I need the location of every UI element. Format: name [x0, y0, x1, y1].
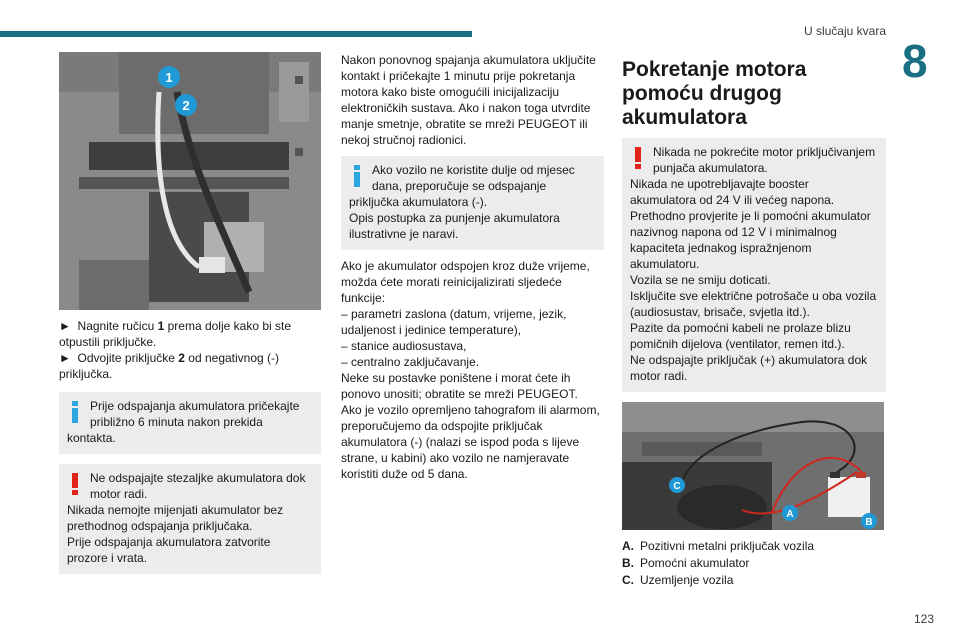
section-title: U slučaju kvara	[803, 24, 886, 38]
info-icon	[69, 401, 81, 423]
reinit-item-display: – parametri zaslona (datum, vrijeme, jezik, udaljenost i jedinice temperature),	[341, 307, 567, 337]
reinit-item-audio: – stanice audiosustava,	[341, 339, 467, 353]
tachograph-paragraph: Ako je vozilo opremljeno tahografom ili alarmom, preporučujemo da odspojite priključak akumulatora (-) (nalazi se ispod poda s lijeve strane, u kabini) ako vozilo ne namjeravate koristiti duže od 5 dana.	[341, 403, 600, 481]
info-box-long-storage: Ako vozilo ne koristite dulje od mjesec dana, preporučuje se odspajanje priključka akumulatora (-). Opis postupka za punjenje akumulatora ilustrativne je naravi.	[341, 156, 604, 250]
section-heading: Pokretanje motora pomoću drugog akumulatora	[622, 58, 807, 129]
reinit-paragraph: Ako je akumulator odspojen kroz duže vrijeme, možda ćete morati reinicijalizirati sljedeće funkcije:	[341, 259, 590, 305]
jump-start-photo	[622, 402, 884, 530]
column-right	[622, 58, 886, 589]
reconnect-paragraph: Nakon ponovnog spajanja akumulatora uključite kontakt i pričekajte 1 minutu prije pokretanja motora kako biste omogućili inicijalizaciju elektroničkih sustava. Ako i nakon toga utvrdite manje smetnje, obratite se mreži PEUGEOT ili nekoj stručnoj radionici.	[341, 53, 596, 147]
column-middle	[341, 52, 604, 482]
callout-c-label: C	[673, 481, 681, 492]
triangle-bullet-icon: ►	[59, 351, 78, 365]
step-2: ► Odvojite priključke 2 od negativnog (-) priključka.	[59, 351, 280, 381]
info-icon	[351, 165, 363, 187]
legend-c: C. Uzemljenje vozila	[622, 573, 734, 587]
callout-b-label: B	[865, 517, 873, 528]
chapter-number: 8	[902, 35, 928, 87]
warning-box-terminals: Ne odspajajte stezaljke akumulatora dok motor radi. Nikada nemojte mijenjati akumulator bez prethodnog odspajanja priključaka. Prije odspajanja akumulatora zatvorite prozore i vrata.	[59, 464, 321, 574]
legend-a: A. Pozitivni metalni priključak vozila	[622, 539, 815, 553]
warning-icon	[632, 147, 644, 169]
info-box-disconnect-wait: Prije odspajanja akumulatora pričekajte približno 6 minuta nakon prekida kontakta.	[59, 392, 321, 454]
page-number: 123	[913, 612, 934, 626]
callout-a-label: A	[786, 509, 794, 520]
column-left	[59, 52, 321, 574]
step-1: ► Nagnite ručicu 1 prema dolje kako bi ste otpustili priključke.	[59, 319, 292, 349]
callout-2-label: 2	[182, 98, 190, 113]
triangle-bullet-icon: ►	[59, 319, 78, 333]
warning-box-jump-start: Nikada ne pokrećite motor priključivanjem punjača akumulatora. Nikada ne upotrebljavajte booster akumulatora od 24 V ili većeg napona. Prethodno provjerite je li pomoćni akumulator nazivnog napona od 12 V i minimalnog kapaciteta jednakog ispražnjenom akumulatoru. Vozila se ne smiju doticati. Isključite sve električne potrošače u oba vozila (audiosustav, brisače, svjetla itd.). Pazite da pomoćni kabeli ne prolaze blizu pomičnih dijelova (ventilator, remen itd.). Ne odspajajte priključak (+) akumulatora dok motor radi.	[622, 138, 886, 392]
reinit-item-locking: – centralno zaključavanje.	[341, 355, 480, 369]
callout-1-label: 1	[165, 70, 173, 85]
reset-paragraph: Neke su postavke poništene i morat ćete ih ponovo unositi; obratite se mreži PEUGEOT.	[341, 371, 578, 401]
warning-icon	[69, 473, 81, 495]
legend-b: B. Pomoćni akumulator	[622, 556, 750, 570]
battery-terminal-photo	[59, 52, 321, 310]
header-accent-bar	[0, 31, 472, 37]
